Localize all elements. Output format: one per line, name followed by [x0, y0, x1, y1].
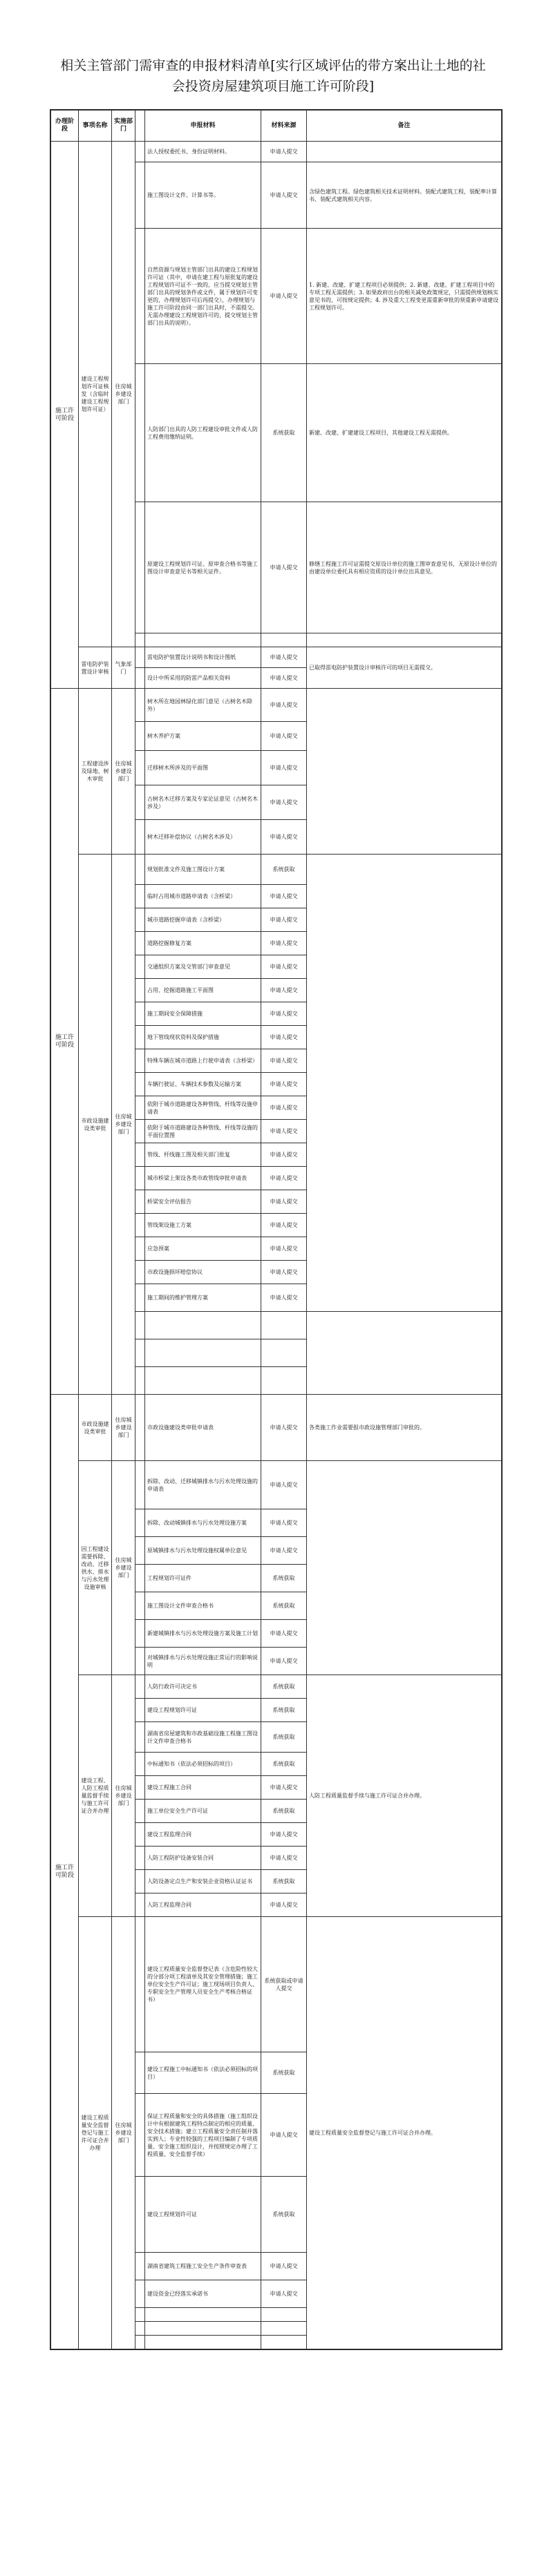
header-dept: 实施部门 — [112, 111, 135, 142]
remark-cell: 各类施工作业需要报市政设施管理部门审批的。 — [307, 1395, 502, 1461]
table-row — [51, 647, 502, 668]
material-cell: 雷电防护装置设计说明书和设计图纸 — [145, 647, 261, 668]
material-cell: 桥梁安全评估报告 — [145, 1190, 261, 1214]
material-cell: 管线架设施工方案 — [145, 1214, 261, 1237]
material-cell: 原城镇排水与污水处理设施权属单位意见 — [145, 1537, 261, 1565]
source-cell: 系统获取 — [261, 1592, 307, 1620]
material-cell: 施工期间安全保障措施 — [145, 1002, 261, 1026]
material-cell: 市政设施建设类审批申请表 — [145, 1395, 261, 1461]
material-cell: 城市桥梁上架设各类市政管线审批申请表 — [145, 1167, 261, 1190]
material-cell: 法人授权委托书、身份证明材料。 — [145, 142, 261, 162]
material-cell: 车辆行驶证、车辆技术参数及运输方案 — [145, 1073, 261, 1096]
material-cell: 依附于城市道路建设各种管线、杆线等设施的平面位置图 — [145, 1120, 261, 1143]
item-cell: 工程建设涉及绿地、树木审批 — [79, 689, 112, 855]
remark-cell: 已取得雷电防护装置设计审核许可的项目无需提交。 — [307, 647, 502, 689]
material-cell: 占用、挖掘道路施工平面图 — [145, 979, 261, 1002]
source-cell: 申请人提交 — [261, 1461, 307, 1509]
source-cell: 申请人提交 — [261, 689, 307, 722]
table-row — [51, 1395, 502, 1461]
material-cell: 湖南省房屋建筑和市政基础设施工程施工图设计文件审查合格书 — [145, 1722, 261, 1753]
remark-cell — [307, 142, 502, 162]
header-no — [135, 111, 145, 142]
material-cell: 原建设工程规划许可证、原审查合格书等施工图设计审查意见书等相关证件。 — [145, 502, 261, 633]
dept-cell: 住房城乡建设部门 — [112, 1461, 135, 1675]
source-cell: 申请人提交 — [261, 1284, 307, 1312]
item-cell: 建设工程规划许可证核发（含临时建设工程规划许可证） — [79, 142, 112, 647]
material-cell: 道路挖掘修复方案 — [145, 932, 261, 955]
source-cell: 申请人提交 — [261, 1847, 307, 1870]
source-cell: 申请人提交 — [261, 908, 307, 932]
material-cell: 应急预案 — [145, 1237, 261, 1261]
source-cell: 申请人提交 — [261, 2253, 307, 2280]
source-cell: 申请人提交 — [261, 1823, 307, 1847]
source-cell: 系统获取 — [261, 1722, 307, 1753]
item-cell: 市政设施建设类审批 — [79, 855, 112, 1395]
header-item: 事项名称 — [79, 111, 112, 142]
table-row — [51, 1461, 502, 1509]
source-cell: 申请人提交 — [261, 1893, 307, 1917]
material-cell: 施工单位安全生产许可证 — [145, 1800, 261, 1823]
stage-cell: 施工许可阶段 — [51, 1395, 79, 2349]
source-cell: 申请人提交 — [261, 1073, 307, 1096]
material-cell: 自然资源与规划主管部门出具的建设工程规划许可证（其中，申请在建工程与原批复的建设工程规划许可证不一致的，应当提交规划主管部门出具的规划条件或文件，属于规划许可变更的，办理规划许可后再提交），办理规划与施工许可阶段由同一部门出具时，不需提交。无需办理建设工程规划许可的，提交规划主管部门出具的说明）。 — [145, 229, 261, 364]
source-cell: 申请人提交 — [261, 1190, 307, 1214]
header-source: 材料来源 — [261, 111, 307, 142]
material-cell: 城市道路挖掘申请表（含桥梁） — [145, 908, 261, 932]
source-cell: 申请人提交 — [261, 1537, 307, 1565]
source-cell: 系统获取 — [261, 2052, 307, 2094]
material-cell: 依附于城市道路建设各种管线、杆线等设施申请表 — [145, 1096, 261, 1120]
source-cell: 申请人提交 — [261, 2094, 307, 2177]
dept-cell: 气象部门 — [112, 647, 135, 689]
dept-cell: 住房城乡建设部门 — [112, 1675, 135, 1917]
remark-cell: 含绿色建筑工程。绿色建筑相关技术证明材料。装配式建筑工程，装配率计算书、装配式建筑相关内容。 — [307, 162, 502, 229]
material-cell: 建设工程施工中标通知书（依法必须招标的项目） — [145, 2052, 261, 2094]
source-cell: 申请人提交 — [261, 1237, 307, 1261]
source-cell: 系统获取或申请人提交 — [261, 1917, 307, 2052]
table-row — [51, 689, 502, 722]
source-cell: 申请人提交 — [261, 785, 307, 820]
item-cell: 因工程建设需要拆除、改动、迁移供水、排水与污水处理设施审核 — [79, 1461, 112, 1675]
material-cell: 施工图设计文件、计算书等。 — [145, 162, 261, 229]
source-cell: 申请人提交 — [261, 820, 307, 855]
source-cell: 申请人提交 — [261, 1143, 307, 1167]
header-material: 申报材料 — [145, 111, 261, 142]
source-cell: 申请人提交 — [261, 1261, 307, 1284]
source-cell: 申请人提交 — [261, 722, 307, 751]
material-cell: 地下管线现状资料及保护措施 — [145, 1026, 261, 1049]
source-cell: 系统获取 — [261, 364, 307, 502]
table-row — [51, 855, 502, 885]
source-cell: 系统获取 — [261, 1565, 307, 1592]
source-cell: 系统获取 — [261, 1870, 307, 1893]
title-line-2: 会投资房屋建筑项目施工许可阶段] — [171, 79, 375, 94]
material-cell: 人防行政许可决定书 — [145, 1675, 261, 1699]
source-cell: 申请人提交 — [261, 1395, 307, 1461]
table-row — [51, 1675, 502, 1699]
source-cell: 系统获取 — [261, 1753, 307, 1776]
material-cell: 拆除、改动、迁移城镇排水与污水处理设施的申请表 — [145, 1461, 261, 1509]
material-cell: 规划批准文件及施工图设计方案 — [145, 855, 261, 885]
material-cell: 古树名木迁移方案及专家论证意见（古树名木涉及） — [145, 785, 261, 820]
stage-cell: 施工许可阶段 — [51, 689, 79, 1395]
source-cell: 申请人提交 — [261, 1214, 307, 1237]
source-cell: 申请人提交 — [261, 1026, 307, 1049]
material-cell: 人防工程监理合同 — [145, 1893, 261, 1917]
dept-cell: 住房城乡建设部门 — [112, 689, 135, 855]
remark-cell: 1. 新建、改建、扩建工程项目必须提供；2. 新建、改建、扩建工程项目中的专项工程无需提供；3. 如果政府出台的相关减免政策规定，只需提供规划核实意见书的，可按规定提供；4. 涉及重大工程变更需重新审批的须重新申请建设工程规划许可。 — [307, 229, 502, 364]
material-cell: 新建城镇排水与污水处理设施方案及施工计划 — [145, 1620, 261, 1648]
source-cell: 申请人提交 — [261, 162, 307, 229]
header-row — [51, 111, 502, 142]
source-cell: 申请人提交 — [261, 1096, 307, 1120]
stage-cell: 施工许可阶段 — [51, 142, 79, 689]
source-cell: 申请人提交 — [261, 1776, 307, 1800]
material-cell: 树木所在地园林绿化部门意见（古树名木除外） — [145, 689, 261, 722]
material-cell: 中标通知书（依法必须招标的项目） — [145, 1753, 261, 1776]
material-cell: 拆除、改动城镇排水与污水处理设施方案 — [145, 1509, 261, 1537]
item-cell: 建设工程、人防工程质量监督手续与施工许可证合并办理 — [79, 1675, 112, 1917]
material-cell: 保证工程质量和安全的具体措施（施工组织设计中有根据建筑工程特点制定的相应的质量、安全技术措施；建立工程质量安全责任制并落实到人；专业性较强的工程项目编制了专项质量、安全施工组织设计，并按照规定办理了工程质量、安全监督手续） — [145, 2094, 261, 2177]
material-cell: 人防部门出具的人防工程建设审批文件或人防工程费用缴纳证明。 — [145, 364, 261, 502]
source-cell: 申请人提交 — [261, 979, 307, 1002]
material-cell: 临时占用城市道路申请表（含桥梁） — [145, 885, 261, 908]
item-cell: 建设工程质量安全监督登记与施工许可证合并办理 — [79, 1917, 112, 2349]
material-cell: 施工图设计文件审查合格书 — [145, 1592, 261, 1620]
material-cell: 对城镇排水与污水处理设施正常运行的影响说明 — [145, 1648, 261, 1675]
source-cell: 申请人提交 — [261, 229, 307, 364]
source-cell: 申请人提交 — [261, 1509, 307, 1537]
source-cell: 系统获取 — [261, 1699, 307, 1722]
source-cell: 系统获取 — [261, 1675, 307, 1699]
source-cell: 系统获取 — [261, 1800, 307, 1823]
material-cell: 建设工程施工合同 — [145, 1776, 261, 1800]
material-cell: 建设工程规划许可证 — [145, 1699, 261, 1722]
remark-cell: 建设工程质量安全监督登记与施工许可证合并办理。 — [307, 1917, 502, 2349]
dept-cell: 住房城乡建设部门 — [112, 1917, 135, 2349]
item-cell: 市政设施建设类审批 — [79, 1395, 112, 1461]
source-cell: 申请人提交 — [261, 955, 307, 979]
source-cell: 申请人提交 — [261, 932, 307, 955]
source-cell: 申请人提交 — [261, 1648, 307, 1675]
source-cell: 申请人提交 — [261, 502, 307, 633]
table-row — [51, 142, 502, 162]
material-cell: 湖南省建筑工程施工安全生产条件审查表 — [145, 2253, 261, 2280]
materials-table — [50, 109, 503, 2350]
table-row — [51, 1917, 502, 2052]
source-cell: 申请人提交 — [261, 668, 307, 689]
material-cell: 特殊车辆在城市道路上行驶申请表（含桥梁） — [145, 1049, 261, 1073]
material-cell: 交通组织方案及交管部门审查意见 — [145, 955, 261, 979]
source-cell: 申请人提交 — [261, 1167, 307, 1190]
source-cell: 申请人提交 — [261, 1002, 307, 1026]
dept-cell: 住房城乡建设部门 — [112, 855, 135, 1395]
source-cell: 申请人提交 — [261, 1120, 307, 1143]
material-cell: 树木迁移补偿协议（古树名木涉及） — [145, 820, 261, 855]
material-cell: 市政设施损坏赔偿协议 — [145, 1261, 261, 1284]
remark-cell: 修缮工程施工许可证需提交原设计单位的施工图审查意见书，无原设计单位的由建设单位委托具有相应资质的设计单位出具意见。 — [307, 502, 502, 633]
source-cell: 申请人提交 — [261, 2280, 307, 2308]
source-cell: 申请人提交 — [261, 751, 307, 785]
material-cell: 建设资金已经落实承诺书 — [145, 2280, 261, 2308]
material-cell: 工程规划许可证件 — [145, 1565, 261, 1592]
material-cell: 建设工程质量安全监督登记表（含危险性较大的分部分项工程清单及其安全管理措施；施工单位安全生产许可证；施工现场项目负责人、专职安全生产管理人员安全生产考核合格证书） — [145, 1917, 261, 2052]
material-cell: 迁移树木所涉及的平面图 — [145, 751, 261, 785]
material-cell: 管线、杆线施工图及相关部门批复 — [145, 1143, 261, 1167]
remark-cell: 人防工程质量监督手续与施工许可证合并办理。 — [307, 1675, 502, 1917]
material-cell: 人防设备定点生产和安装企业资格认证证书 — [145, 1870, 261, 1893]
material-cell: 建设工程监理合同 — [145, 1823, 261, 1847]
source-cell: 系统获取 — [261, 2177, 307, 2253]
page-title — [41, 55, 505, 97]
source-cell: 申请人提交 — [261, 1049, 307, 1073]
item-cell: 雷电防护装置设计审核 — [79, 647, 112, 689]
material-cell: 树木养护方案 — [145, 722, 261, 751]
header-stage: 办理阶段 — [51, 111, 79, 142]
material-cell: 设计中所采用的防雷产品相关资料 — [145, 668, 261, 689]
source-cell: 申请人提交 — [261, 647, 307, 668]
material-cell: 施工期间的维护管理方案 — [145, 1284, 261, 1312]
source-cell: 系统获取 — [261, 855, 307, 885]
source-cell: 申请人提交 — [261, 1620, 307, 1648]
dept-cell: 住房城乡建设部门 — [112, 142, 135, 647]
remark-cell: 新建、改建、扩建建设工程项目，其他建设工程无需提供。 — [307, 364, 502, 502]
title-line-1: 相关主管部门需审查的申报材料清单[实行区域评估的带方案出让土地的社 — [60, 58, 486, 73]
dept-cell: 住房城乡建设部门 — [112, 1395, 135, 1461]
material-cell: 建设工程规划许可证 — [145, 2177, 261, 2253]
source-cell: 申请人提交 — [261, 142, 307, 162]
material-cell: 人防工程防护设备安装合同 — [145, 1847, 261, 1870]
header-remark: 备注 — [307, 111, 502, 142]
source-cell: 申请人提交 — [261, 885, 307, 908]
